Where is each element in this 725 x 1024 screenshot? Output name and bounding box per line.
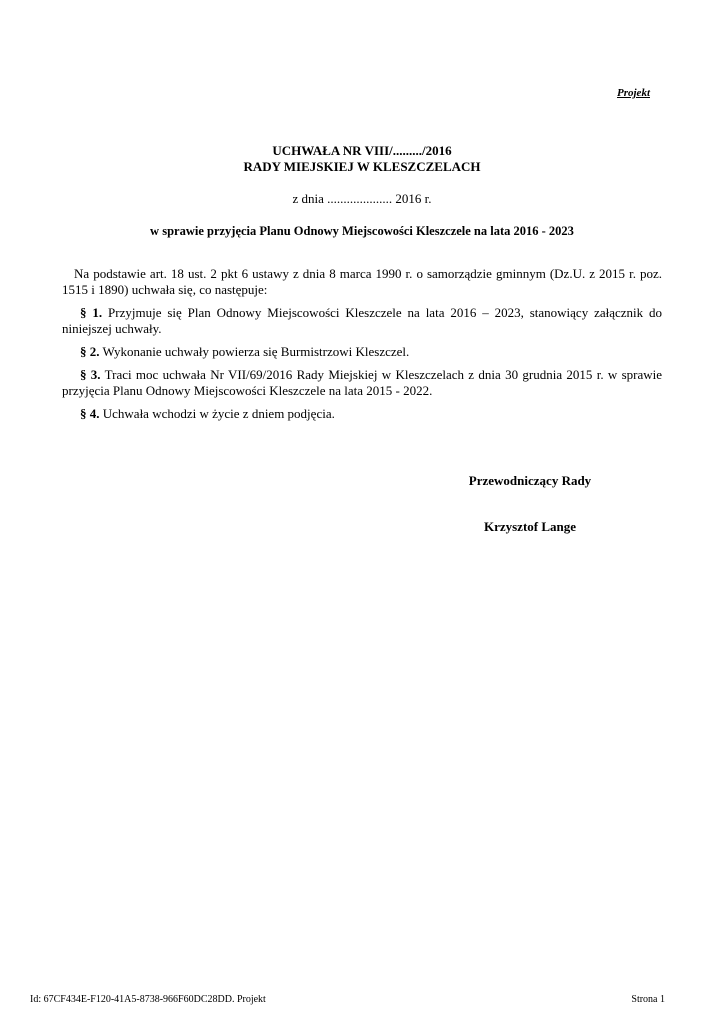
resolution-title-line1: UCHWAŁA NR VIII/........./2016 xyxy=(272,143,452,158)
paragraph-1-number: § 1. xyxy=(80,305,103,320)
legal-basis-intro: Na podstawie art. 18 ust. 2 pkt 6 ustawy z dnia 8 marca 1990 r. o samorządzie gminnym (Dz.U. z 2015 r. poz. 1515 i 1890) uchwała się, co następuje: xyxy=(62,266,662,297)
paragraph-4 xyxy=(62,406,662,422)
paragraph-4-text: Uchwała wchodzi w życie z dniem podjęcia. xyxy=(102,406,335,421)
paragraph-1-text: Przyjmuje się Plan Odnowy Miejscowości Kleszczele na lata 2016 – 2023, stanowiący załącznik do niniejszej uchwały. xyxy=(62,305,663,336)
projekt-label: Projekt xyxy=(617,87,650,99)
paragraph-3 xyxy=(62,367,662,399)
resolution-body xyxy=(62,266,662,429)
paragraph-2-number: § 2. xyxy=(80,344,100,359)
paragraph-4-number: § 4. xyxy=(80,406,100,421)
resolution-title-line2: RADY MIEJSKIEJ W KLESZCZELACH xyxy=(243,159,481,174)
resolution-title xyxy=(62,143,662,175)
footer-document-id: Id: 67CF434E-F120-41A5-8738-966F60DC28DD. Projekt xyxy=(30,994,266,1005)
paragraph-3-text: Traci moc uchwała Nr VII/69/2016 Rady Miejskiej w Kleszczelach z dnia 30 grudnia 2015 r. w sprawie przyjęcia Planu Odnowy Miejscowości Kleszczele na lata 2015 - 2022. xyxy=(62,367,663,398)
signature-name: Krzysztof Lange xyxy=(483,519,577,534)
paragraph-2-text: Wykonanie uchwały powierza się Burmistrzowi Kleszczel. xyxy=(102,344,410,359)
paragraph-1 xyxy=(62,305,662,337)
signature-role: Przewodniczący Rady xyxy=(468,473,592,488)
resolution-date: z dnia .................... 2016 r. xyxy=(292,191,432,206)
resolution-subject: w sprawie przyjęcia Planu Odnowy Miejscowości Kleszczele na lata 2016 - 2023 xyxy=(150,224,574,238)
paragraph-2 xyxy=(62,344,662,360)
footer-page-number: Strona 1 xyxy=(631,994,665,1005)
paragraph-3-number: § 3. xyxy=(80,367,101,382)
